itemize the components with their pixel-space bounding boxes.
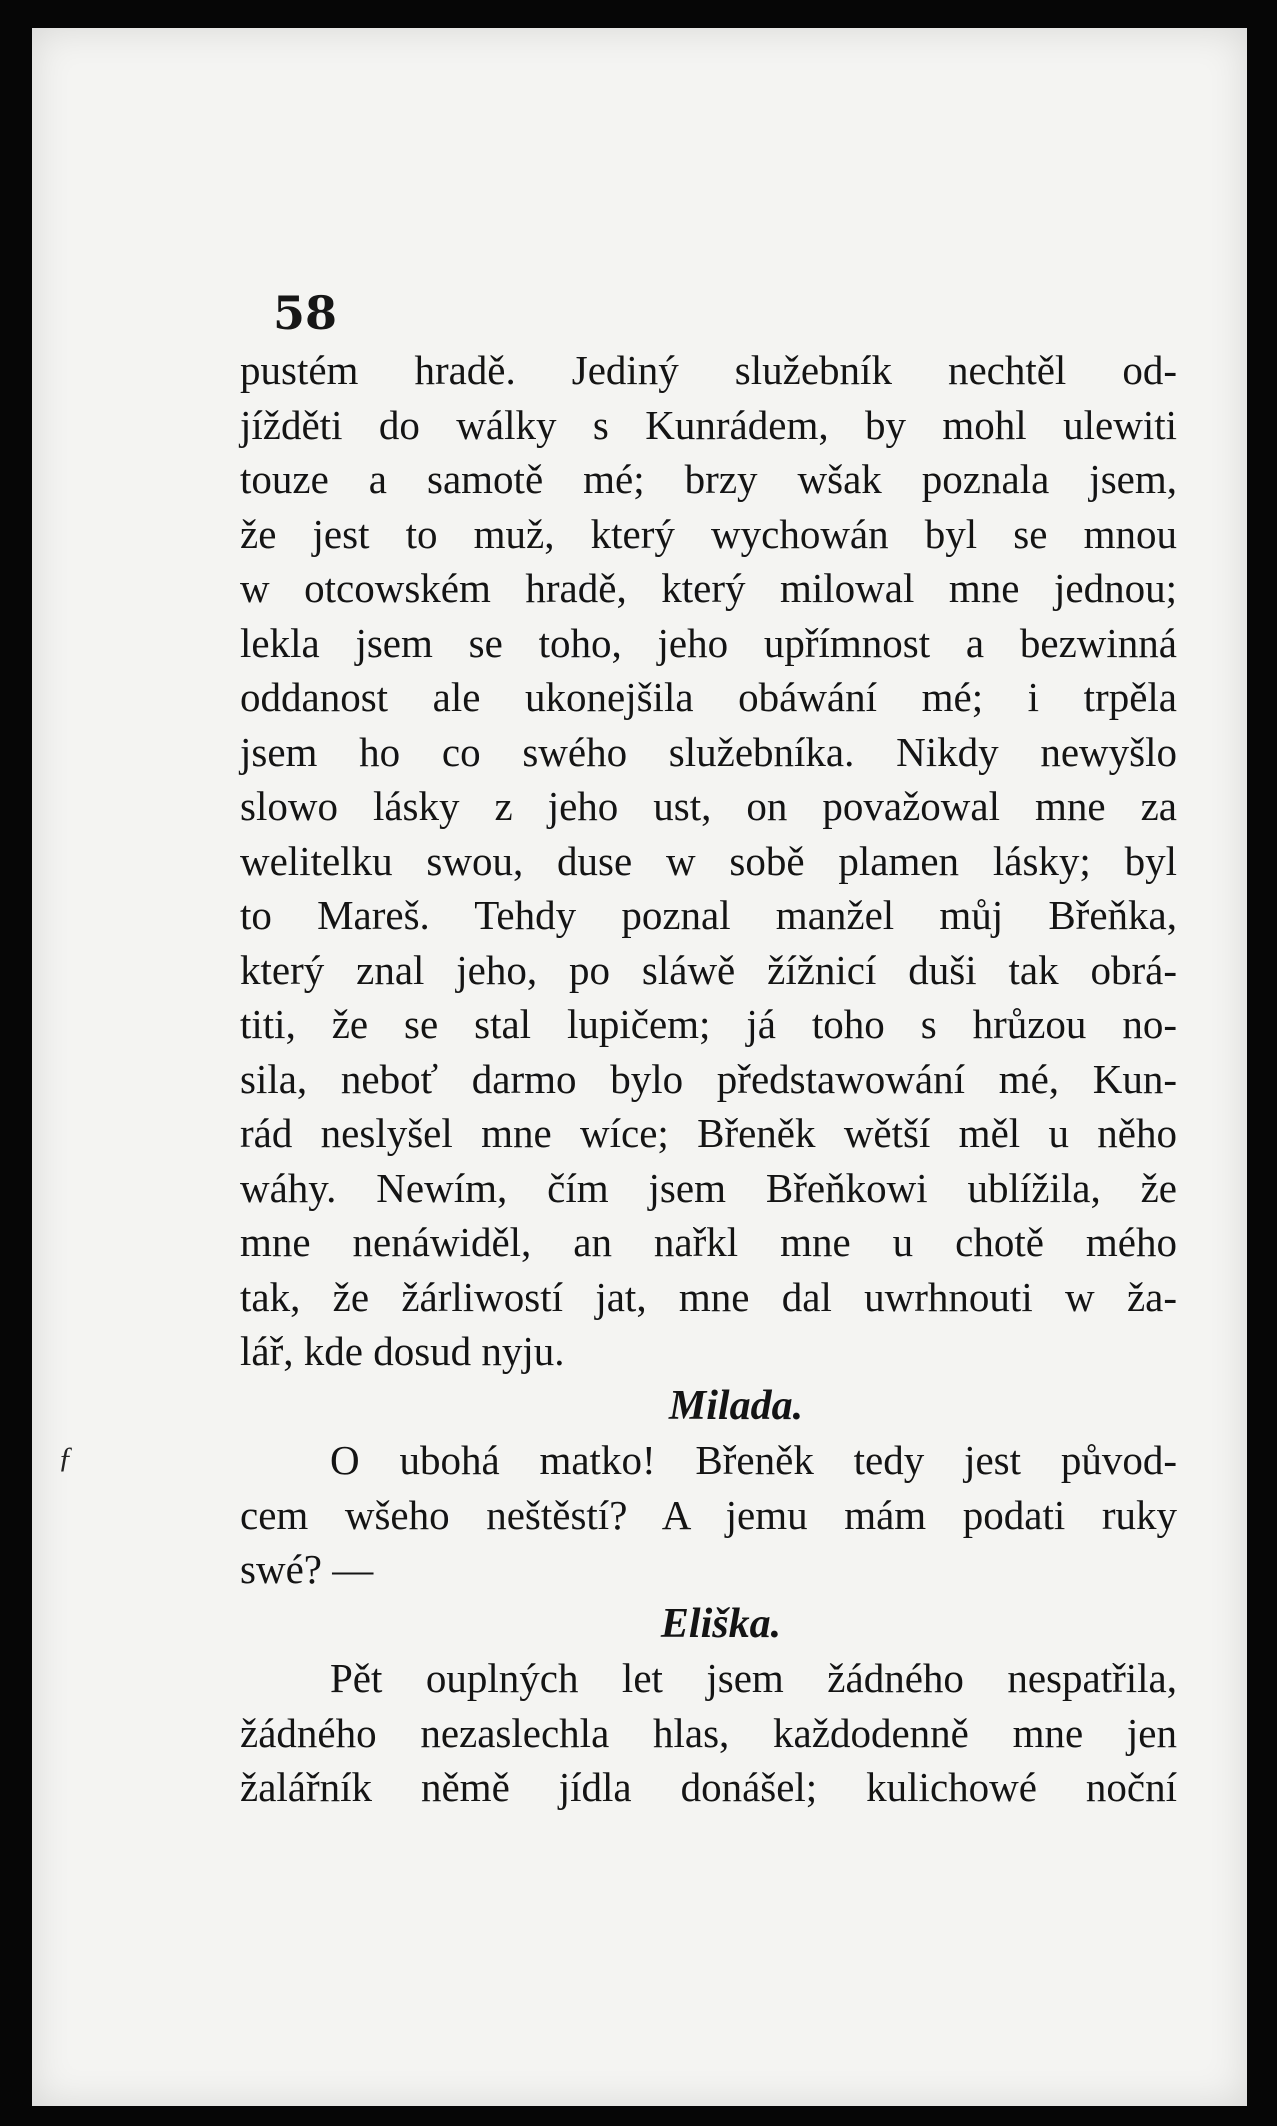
text-line: jsem ho co swého služebníka. Nikdy newyšlo (240, 728, 1177, 775)
text-line: to Mareš. Tehdy poznal manžel můj Břeňka, (240, 892, 1177, 938)
speaker-heading-eliska: Eliška. (660, 1600, 782, 1647)
text-line: rád neslyšel mne wíce; Břeněk wětší měl u něho (240, 1110, 1177, 1156)
page-number: 58 (273, 286, 338, 340)
text-line: wáhy. Newím, čím jsem Břeňkowi ublížila, že (240, 1164, 1177, 1211)
text-line: že jest to muž, který wychowán byl se mnou (240, 510, 1177, 557)
text-line: touze a samotě mé; brzy wšak poznala jsem, (240, 456, 1177, 502)
text-line: mne nenáwiděl, an nařkl mne u chotě mého (240, 1219, 1177, 1265)
text-line: w otcowském hradě, který milowal mne jednou; (240, 565, 1177, 611)
text-line: pustém hradě. Jediný služebník nechtěl od- (240, 347, 1177, 393)
text-line: jížděti do wálky s Kunrádem, by mohl ulewiti (240, 401, 1177, 448)
page-body (240, 343, 1177, 1815)
text-line: sila, neboť darmo bylo předstawowání mé, Kun- (240, 1055, 1177, 1102)
margin-mark: ƒ (58, 1441, 73, 1474)
speech-line: Pět ouplných let jsem žádného nespatřila, (330, 1655, 1177, 1701)
text-line: welitelku swou, duse w sobě plamen lásky; byl (240, 837, 1177, 884)
text-line: lář, kde dosud nyju. (240, 1328, 565, 1374)
speech-line: O ubohá matko! Břeněk tedy jest původ- (330, 1437, 1177, 1483)
speaker-heading-milada: Milada. (668, 1382, 804, 1429)
text-line: lekla jsem se toho, jeho upřímnost a bezwinná (240, 619, 1177, 666)
text-line: tak, že žárliwostí jat, mne dal uwrhnouti w ža- (240, 1273, 1177, 1320)
speech-line: žalářník němě jídla donášel; kulichowé noční (240, 1764, 1177, 1810)
text-line: titi, že se stal lupičem; já toho s hrůzou no- (240, 1001, 1177, 1047)
speech-line: swé? — (240, 1546, 374, 1592)
speech-line: žádného nezaslechla hlas, každodenně mne jen (240, 1709, 1177, 1756)
text-line: oddanost ale ukonejšila obáwání mé; i trpěla (240, 674, 1177, 720)
text-line: který znal jeho, po sláwě žížnicí duši tak obrá- (240, 946, 1177, 993)
text-line: slowo lásky z jeho ust, on považowal mne za (240, 783, 1177, 829)
speech-line: cem wšeho neštěstí? A jemu mám podati ruky (240, 1491, 1177, 1538)
